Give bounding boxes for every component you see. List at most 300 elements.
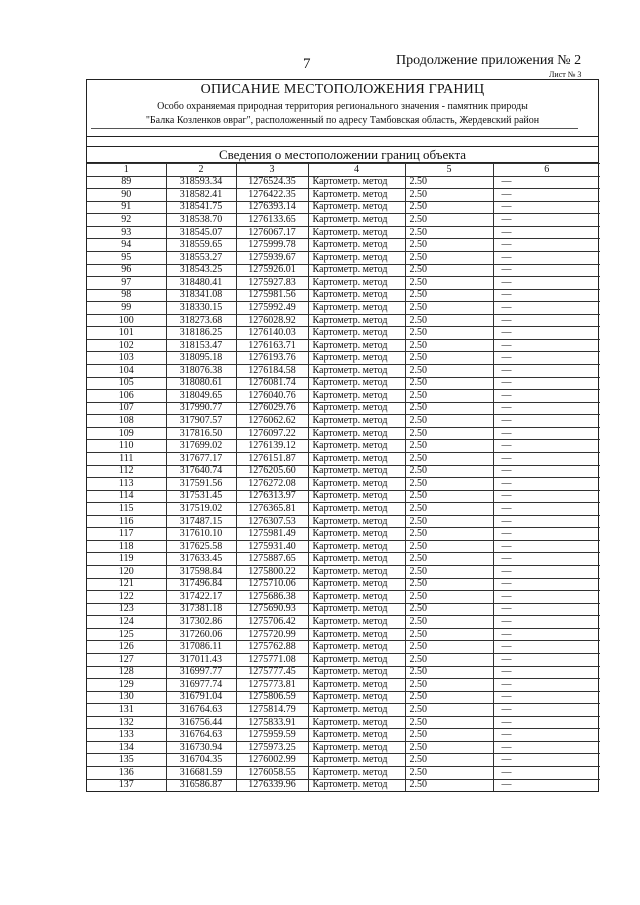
point-number-cell: 105 bbox=[87, 377, 166, 390]
x-coordinate-cell: 318553.27 bbox=[166, 251, 236, 264]
x-coordinate-cell: 317598.84 bbox=[166, 566, 236, 579]
x-coordinate-cell: 317487.15 bbox=[166, 515, 236, 528]
point-number-cell: 110 bbox=[87, 440, 166, 453]
table-row bbox=[87, 365, 600, 378]
accuracy-cell: 2.50 bbox=[405, 427, 493, 440]
y-coordinate-cell: 1276081.74 bbox=[236, 377, 308, 390]
table-row bbox=[87, 402, 600, 415]
point-number-cell: 101 bbox=[87, 327, 166, 340]
description-cell: — bbox=[493, 653, 600, 666]
method-cell: Картометр. метод bbox=[308, 377, 405, 390]
point-number-cell: 120 bbox=[87, 566, 166, 579]
y-coordinate-cell: 1275973.25 bbox=[236, 741, 308, 754]
table-row bbox=[87, 214, 600, 227]
table-row bbox=[87, 277, 600, 290]
table-row bbox=[87, 465, 600, 478]
accuracy-cell: 2.50 bbox=[405, 566, 493, 579]
accuracy-cell: 2.50 bbox=[405, 251, 493, 264]
y-coordinate-cell: 1275833.91 bbox=[236, 716, 308, 729]
x-coordinate-cell: 317907.57 bbox=[166, 415, 236, 428]
description-cell: — bbox=[493, 666, 600, 679]
page-number: 7 bbox=[303, 56, 311, 72]
x-coordinate-cell: 318593.34 bbox=[166, 176, 236, 189]
accuracy-cell: 2.50 bbox=[405, 490, 493, 503]
table-row bbox=[87, 641, 600, 654]
description-cell: — bbox=[493, 226, 600, 239]
x-coordinate-cell: 317302.86 bbox=[166, 616, 236, 629]
point-number-cell: 137 bbox=[87, 779, 166, 791]
y-coordinate-cell: 1276029.76 bbox=[236, 402, 308, 415]
accuracy-cell: 2.50 bbox=[405, 741, 493, 754]
table-row bbox=[87, 314, 600, 327]
section-title: Сведения о местоположении границ объекта bbox=[87, 147, 598, 163]
accuracy-cell: 2.50 bbox=[405, 402, 493, 415]
description-cell: — bbox=[493, 452, 600, 465]
description-cell: — bbox=[493, 189, 600, 202]
point-number-cell: 98 bbox=[87, 289, 166, 302]
description-cell: — bbox=[493, 201, 600, 214]
method-cell: Картометр. метод bbox=[308, 465, 405, 478]
accuracy-cell: 2.50 bbox=[405, 528, 493, 541]
table-row bbox=[87, 628, 600, 641]
y-coordinate-cell: 1276133.65 bbox=[236, 214, 308, 227]
table-row bbox=[87, 666, 600, 679]
accuracy-cell: 2.50 bbox=[405, 679, 493, 692]
table-row bbox=[87, 339, 600, 352]
description-cell: — bbox=[493, 327, 600, 340]
table-row bbox=[87, 603, 600, 616]
description-cell: — bbox=[493, 616, 600, 629]
table-row bbox=[87, 478, 600, 491]
accuracy-cell: 2.50 bbox=[405, 365, 493, 378]
point-number-cell: 127 bbox=[87, 653, 166, 666]
x-coordinate-cell: 318543.25 bbox=[166, 264, 236, 277]
point-number-cell: 128 bbox=[87, 666, 166, 679]
description-cell: — bbox=[493, 729, 600, 742]
y-coordinate-cell: 1276097.22 bbox=[236, 427, 308, 440]
method-cell: Картометр. метод bbox=[308, 251, 405, 264]
description-cell: — bbox=[493, 377, 600, 390]
method-cell: Картометр. метод bbox=[308, 729, 405, 742]
x-coordinate-cell: 318341.08 bbox=[166, 289, 236, 302]
description-cell: — bbox=[493, 277, 600, 290]
y-coordinate-cell: 1275887.65 bbox=[236, 553, 308, 566]
table-row bbox=[87, 515, 600, 528]
description-cell: — bbox=[493, 528, 600, 541]
accuracy-cell: 2.50 bbox=[405, 377, 493, 390]
y-coordinate-cell: 1276393.14 bbox=[236, 201, 308, 214]
y-coordinate-cell: 1275981.49 bbox=[236, 528, 308, 541]
accuracy-cell: 2.50 bbox=[405, 767, 493, 780]
y-coordinate-cell: 1276058.55 bbox=[236, 767, 308, 780]
point-number-cell: 92 bbox=[87, 214, 166, 227]
x-coordinate-cell: 318538.70 bbox=[166, 214, 236, 227]
description-cell: — bbox=[493, 339, 600, 352]
description-cell: — bbox=[493, 578, 600, 591]
method-cell: Картометр. метод bbox=[308, 289, 405, 302]
point-number-cell: 126 bbox=[87, 641, 166, 654]
table-row bbox=[87, 377, 600, 390]
column-header: 1 bbox=[87, 164, 166, 177]
accuracy-cell: 2.50 bbox=[405, 314, 493, 327]
table-header-row bbox=[87, 164, 600, 177]
point-number-cell: 136 bbox=[87, 767, 166, 780]
boundary-description-frame bbox=[86, 79, 599, 792]
point-number-cell: 130 bbox=[87, 691, 166, 704]
method-cell: Картометр. метод bbox=[308, 578, 405, 591]
accuracy-cell: 2.50 bbox=[405, 390, 493, 403]
x-coordinate-cell: 317610.10 bbox=[166, 528, 236, 541]
coordinates-table bbox=[87, 163, 600, 791]
method-cell: Картометр. метод bbox=[308, 226, 405, 239]
y-coordinate-cell: 1276151.87 bbox=[236, 452, 308, 465]
point-number-cell: 129 bbox=[87, 679, 166, 692]
point-number-cell: 97 bbox=[87, 277, 166, 290]
y-coordinate-cell: 1276184.58 bbox=[236, 365, 308, 378]
method-cell: Картометр. метод bbox=[308, 628, 405, 641]
y-coordinate-cell: 1276163.71 bbox=[236, 339, 308, 352]
y-coordinate-cell: 1276339.96 bbox=[236, 779, 308, 791]
method-cell: Картометр. метод bbox=[308, 327, 405, 340]
description-cell: — bbox=[493, 440, 600, 453]
x-coordinate-cell: 317699.02 bbox=[166, 440, 236, 453]
point-number-cell: 118 bbox=[87, 540, 166, 553]
method-cell: Картометр. метод bbox=[308, 679, 405, 692]
accuracy-cell: 2.50 bbox=[405, 754, 493, 767]
table-row bbox=[87, 352, 600, 365]
description-cell: — bbox=[493, 478, 600, 491]
description-cell: — bbox=[493, 302, 600, 315]
method-cell: Картометр. метод bbox=[308, 641, 405, 654]
method-cell: Картометр. метод bbox=[308, 339, 405, 352]
appendix-title: Продолжение приложения № 2 bbox=[396, 53, 582, 68]
x-coordinate-cell: 318273.68 bbox=[166, 314, 236, 327]
description-cell: — bbox=[493, 415, 600, 428]
x-coordinate-cell: 317496.84 bbox=[166, 578, 236, 591]
x-coordinate-cell: 317422.17 bbox=[166, 591, 236, 604]
method-cell: Картометр. метод bbox=[308, 201, 405, 214]
point-number-cell: 93 bbox=[87, 226, 166, 239]
description-cell: — bbox=[493, 741, 600, 754]
description-cell: — bbox=[493, 239, 600, 252]
table-row bbox=[87, 289, 600, 302]
x-coordinate-cell: 318541.75 bbox=[166, 201, 236, 214]
accuracy-cell: 2.50 bbox=[405, 176, 493, 189]
y-coordinate-cell: 1276140.03 bbox=[236, 327, 308, 340]
accuracy-cell: 2.50 bbox=[405, 239, 493, 252]
y-coordinate-cell: 1276193.76 bbox=[236, 352, 308, 365]
x-coordinate-cell: 318095.18 bbox=[166, 352, 236, 365]
y-coordinate-cell: 1275800.22 bbox=[236, 566, 308, 579]
method-cell: Картометр. метод bbox=[308, 779, 405, 791]
method-cell: Картометр. метод bbox=[308, 352, 405, 365]
accuracy-cell: 2.50 bbox=[405, 452, 493, 465]
point-number-cell: 132 bbox=[87, 716, 166, 729]
point-number-cell: 104 bbox=[87, 365, 166, 378]
y-coordinate-cell: 1275926.01 bbox=[236, 264, 308, 277]
accuracy-cell: 2.50 bbox=[405, 503, 493, 516]
x-coordinate-cell: 317260.06 bbox=[166, 628, 236, 641]
description-cell: — bbox=[493, 716, 600, 729]
description-cell: — bbox=[493, 553, 600, 566]
description-cell: — bbox=[493, 779, 600, 791]
x-coordinate-cell: 316704.35 bbox=[166, 754, 236, 767]
header-underline bbox=[91, 128, 578, 129]
point-number-cell: 112 bbox=[87, 465, 166, 478]
description-cell: — bbox=[493, 365, 600, 378]
description-cell: — bbox=[493, 704, 600, 717]
x-coordinate-cell: 318049.65 bbox=[166, 390, 236, 403]
method-cell: Картометр. метод bbox=[308, 528, 405, 541]
x-coordinate-cell: 316977.74 bbox=[166, 679, 236, 692]
accuracy-cell: 2.50 bbox=[405, 440, 493, 453]
spacer-row bbox=[87, 137, 598, 147]
y-coordinate-cell: 1275959.59 bbox=[236, 729, 308, 742]
table-row bbox=[87, 653, 600, 666]
point-number-cell: 134 bbox=[87, 741, 166, 754]
description-cell: — bbox=[493, 691, 600, 704]
method-cell: Картометр. метод bbox=[308, 591, 405, 604]
point-number-cell: 109 bbox=[87, 427, 166, 440]
description-cell: — bbox=[493, 352, 600, 365]
point-number-cell: 123 bbox=[87, 603, 166, 616]
table-row bbox=[87, 226, 600, 239]
description-cell: — bbox=[493, 314, 600, 327]
x-coordinate-cell: 317990.77 bbox=[166, 402, 236, 415]
point-number-cell: 121 bbox=[87, 578, 166, 591]
point-number-cell: 113 bbox=[87, 478, 166, 491]
y-coordinate-cell: 1275777.45 bbox=[236, 666, 308, 679]
table-row bbox=[87, 251, 600, 264]
x-coordinate-cell: 316730.94 bbox=[166, 741, 236, 754]
accuracy-cell: 2.50 bbox=[405, 540, 493, 553]
description-cell: — bbox=[493, 515, 600, 528]
description-cell: — bbox=[493, 176, 600, 189]
description-cell: — bbox=[493, 628, 600, 641]
document-subtitle-line1: Особо охраняемая природная территория регионального значения - памятник природы bbox=[157, 101, 528, 112]
y-coordinate-cell: 1275927.83 bbox=[236, 277, 308, 290]
description-cell: — bbox=[493, 490, 600, 503]
method-cell: Картометр. метод bbox=[308, 402, 405, 415]
x-coordinate-cell: 318076.38 bbox=[166, 365, 236, 378]
method-cell: Картометр. метод bbox=[308, 515, 405, 528]
accuracy-cell: 2.50 bbox=[405, 352, 493, 365]
y-coordinate-cell: 1276365.81 bbox=[236, 503, 308, 516]
accuracy-cell: 2.50 bbox=[405, 264, 493, 277]
accuracy-cell: 2.50 bbox=[405, 465, 493, 478]
column-header: 4 bbox=[308, 164, 405, 177]
method-cell: Картометр. метод bbox=[308, 390, 405, 403]
table-row bbox=[87, 616, 600, 629]
method-cell: Картометр. метод bbox=[308, 716, 405, 729]
description-cell: — bbox=[493, 289, 600, 302]
table-row bbox=[87, 503, 600, 516]
accuracy-cell: 2.50 bbox=[405, 591, 493, 604]
point-number-cell: 111 bbox=[87, 452, 166, 465]
x-coordinate-cell: 317531.45 bbox=[166, 490, 236, 503]
x-coordinate-cell: 317519.02 bbox=[166, 503, 236, 516]
table-row bbox=[87, 452, 600, 465]
y-coordinate-cell: 1275771.08 bbox=[236, 653, 308, 666]
method-cell: Картометр. метод bbox=[308, 666, 405, 679]
point-number-cell: 115 bbox=[87, 503, 166, 516]
table-row bbox=[87, 302, 600, 315]
table-row bbox=[87, 754, 600, 767]
column-header: 6 bbox=[493, 164, 600, 177]
accuracy-cell: 2.50 bbox=[405, 302, 493, 315]
description-cell: — bbox=[493, 566, 600, 579]
accuracy-cell: 2.50 bbox=[405, 515, 493, 528]
table-row bbox=[87, 729, 600, 742]
y-coordinate-cell: 1276205.60 bbox=[236, 465, 308, 478]
y-coordinate-cell: 1275773.81 bbox=[236, 679, 308, 692]
point-number-cell: 91 bbox=[87, 201, 166, 214]
y-coordinate-cell: 1276422.35 bbox=[236, 189, 308, 202]
x-coordinate-cell: 317640.74 bbox=[166, 465, 236, 478]
column-header: 2 bbox=[166, 164, 236, 177]
point-number-cell: 124 bbox=[87, 616, 166, 629]
table-row bbox=[87, 679, 600, 692]
x-coordinate-cell: 316586.87 bbox=[166, 779, 236, 791]
point-number-cell: 117 bbox=[87, 528, 166, 541]
table-row bbox=[87, 201, 600, 214]
accuracy-cell: 2.50 bbox=[405, 704, 493, 717]
method-cell: Картометр. метод bbox=[308, 427, 405, 440]
method-cell: Картометр. метод bbox=[308, 704, 405, 717]
y-coordinate-cell: 1275706.42 bbox=[236, 616, 308, 629]
method-cell: Картометр. метод bbox=[308, 503, 405, 516]
table-row bbox=[87, 779, 600, 791]
point-number-cell: 125 bbox=[87, 628, 166, 641]
y-coordinate-cell: 1276028.92 bbox=[236, 314, 308, 327]
method-cell: Картометр. метод bbox=[308, 616, 405, 629]
table-row bbox=[87, 239, 600, 252]
description-cell: — bbox=[493, 679, 600, 692]
point-number-cell: 102 bbox=[87, 339, 166, 352]
accuracy-cell: 2.50 bbox=[405, 616, 493, 629]
x-coordinate-cell: 317677.17 bbox=[166, 452, 236, 465]
x-coordinate-cell: 318582.41 bbox=[166, 189, 236, 202]
document-subtitle-line2: "Балка Козленков овраг", расположенный по адресу Тамбовская область, Жердевский район bbox=[145, 115, 540, 126]
x-coordinate-cell: 317625.58 bbox=[166, 540, 236, 553]
x-coordinate-cell: 317633.45 bbox=[166, 553, 236, 566]
y-coordinate-cell: 1275992.49 bbox=[236, 302, 308, 315]
point-number-cell: 131 bbox=[87, 704, 166, 717]
accuracy-cell: 2.50 bbox=[405, 641, 493, 654]
x-coordinate-cell: 316756.44 bbox=[166, 716, 236, 729]
x-coordinate-cell: 316997.77 bbox=[166, 666, 236, 679]
point-number-cell: 107 bbox=[87, 402, 166, 415]
y-coordinate-cell: 1276062.62 bbox=[236, 415, 308, 428]
y-coordinate-cell: 1275762.88 bbox=[236, 641, 308, 654]
method-cell: Картометр. метод bbox=[308, 452, 405, 465]
y-coordinate-cell: 1276524.35 bbox=[236, 176, 308, 189]
table-row bbox=[87, 578, 600, 591]
accuracy-cell: 2.50 bbox=[405, 339, 493, 352]
table-row bbox=[87, 390, 600, 403]
table-body bbox=[87, 176, 600, 791]
point-number-cell: 100 bbox=[87, 314, 166, 327]
x-coordinate-cell: 317816.50 bbox=[166, 427, 236, 440]
document-title: ОПИСАНИЕ МЕСТОПОЛОЖЕНИЯ ГРАНИЦ bbox=[200, 82, 485, 97]
accuracy-cell: 2.50 bbox=[405, 277, 493, 290]
point-number-cell: 133 bbox=[87, 729, 166, 742]
y-coordinate-cell: 1275999.78 bbox=[236, 239, 308, 252]
y-coordinate-cell: 1275981.56 bbox=[236, 289, 308, 302]
x-coordinate-cell: 317591.56 bbox=[166, 478, 236, 491]
table-row bbox=[87, 415, 600, 428]
accuracy-cell: 2.50 bbox=[405, 478, 493, 491]
method-cell: Картометр. метод bbox=[308, 214, 405, 227]
table-row bbox=[87, 327, 600, 340]
description-cell: — bbox=[493, 402, 600, 415]
accuracy-cell: 2.50 bbox=[405, 666, 493, 679]
x-coordinate-cell: 316791.04 bbox=[166, 691, 236, 704]
x-coordinate-cell: 316764.63 bbox=[166, 729, 236, 742]
table-row bbox=[87, 189, 600, 202]
accuracy-cell: 2.50 bbox=[405, 327, 493, 340]
accuracy-cell: 2.50 bbox=[405, 553, 493, 566]
description-cell: — bbox=[493, 251, 600, 264]
accuracy-cell: 2.50 bbox=[405, 779, 493, 791]
y-coordinate-cell: 1275814.79 bbox=[236, 704, 308, 717]
accuracy-cell: 2.50 bbox=[405, 415, 493, 428]
accuracy-cell: 2.50 bbox=[405, 603, 493, 616]
point-number-cell: 95 bbox=[87, 251, 166, 264]
y-coordinate-cell: 1276067.17 bbox=[236, 226, 308, 239]
method-cell: Картометр. метод bbox=[308, 440, 405, 453]
method-cell: Картометр. метод bbox=[308, 415, 405, 428]
x-coordinate-cell: 318545.07 bbox=[166, 226, 236, 239]
y-coordinate-cell: 1276040.76 bbox=[236, 390, 308, 403]
y-coordinate-cell: 1275939.67 bbox=[236, 251, 308, 264]
point-number-cell: 106 bbox=[87, 390, 166, 403]
x-coordinate-cell: 316681.59 bbox=[166, 767, 236, 780]
point-number-cell: 89 bbox=[87, 176, 166, 189]
y-coordinate-cell: 1276272.08 bbox=[236, 478, 308, 491]
method-cell: Картометр. метод bbox=[308, 603, 405, 616]
description-cell: — bbox=[493, 390, 600, 403]
accuracy-cell: 2.50 bbox=[405, 189, 493, 202]
method-cell: Картометр. метод bbox=[308, 540, 405, 553]
x-coordinate-cell: 317011.43 bbox=[166, 653, 236, 666]
y-coordinate-cell: 1275710.06 bbox=[236, 578, 308, 591]
y-coordinate-cell: 1275690.93 bbox=[236, 603, 308, 616]
table-row bbox=[87, 767, 600, 780]
accuracy-cell: 2.50 bbox=[405, 578, 493, 591]
table-row bbox=[87, 566, 600, 579]
table-row bbox=[87, 553, 600, 566]
method-cell: Картометр. метод bbox=[308, 653, 405, 666]
x-coordinate-cell: 318330.15 bbox=[166, 302, 236, 315]
table-row bbox=[87, 427, 600, 440]
table-row bbox=[87, 691, 600, 704]
method-cell: Картометр. метод bbox=[308, 302, 405, 315]
method-cell: Картометр. метод bbox=[308, 314, 405, 327]
method-cell: Картометр. метод bbox=[308, 239, 405, 252]
method-cell: Картометр. метод bbox=[308, 741, 405, 754]
description-cell: — bbox=[493, 503, 600, 516]
point-number-cell: 116 bbox=[87, 515, 166, 528]
point-number-cell: 122 bbox=[87, 591, 166, 604]
description-cell: — bbox=[493, 767, 600, 780]
description-cell: — bbox=[493, 641, 600, 654]
x-coordinate-cell: 318559.65 bbox=[166, 239, 236, 252]
y-coordinate-cell: 1275686.38 bbox=[236, 591, 308, 604]
point-number-cell: 119 bbox=[87, 553, 166, 566]
document-header bbox=[87, 80, 598, 137]
method-cell: Картометр. метод bbox=[308, 691, 405, 704]
